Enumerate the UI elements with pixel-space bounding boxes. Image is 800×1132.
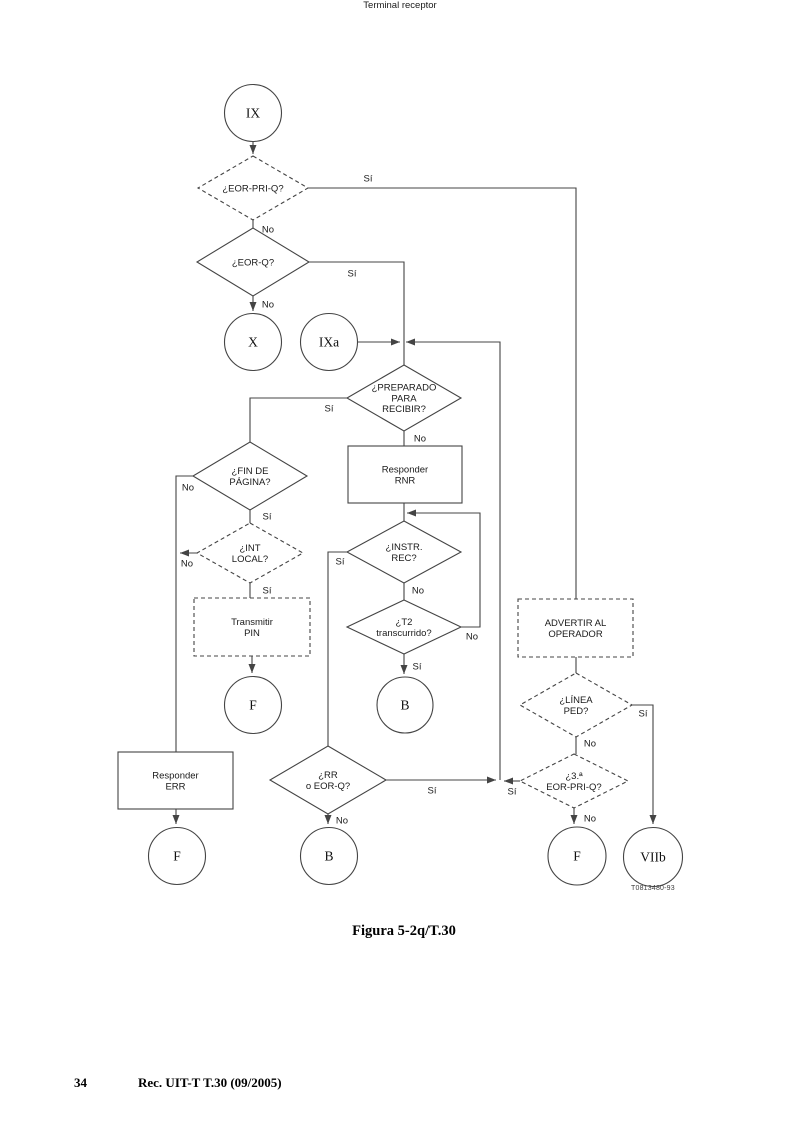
footer-page-number: 34 — [74, 1075, 87, 1090]
node-terminal-f-final-label: F — [573, 848, 581, 864]
node-terminal-viib — [624, 828, 683, 887]
edge-label-eor-pri-q-si: Sí — [363, 173, 373, 185]
edge-label-preparado-no: No — [413, 433, 427, 445]
node-terminal-ix-label: IX — [245, 105, 261, 121]
node-int-local-label: ¿INT LOCAL? — [231, 543, 269, 565]
node-preparado-para-recibir — [347, 365, 461, 431]
edge-label-fin-no: No — [181, 482, 195, 494]
node-terminal-f-err — [149, 828, 206, 885]
node-tercera-eor-pri-q — [520, 754, 628, 808]
footer-recommendation: Rec. UIT-T T.30 (09/2005) — [138, 1075, 282, 1090]
node-terminal-x-label: X — [248, 334, 258, 350]
edge-label-t2-no: No — [465, 631, 479, 643]
node-terminal-f-pin — [225, 677, 282, 734]
node-fin-de-pagina-label: ¿FIN DE PÁGINA? — [229, 466, 271, 488]
node-terminal-ixa-label: IXa — [318, 334, 340, 350]
node-rr-o-eor-q — [270, 746, 386, 814]
node-responder-rnr-label: Responder RNR — [381, 464, 429, 487]
edge-label-rr-si: Sí — [427, 785, 437, 797]
node-terminal-f-final — [548, 827, 606, 885]
diagram-title: Terminal receptor — [363, 0, 437, 11]
node-terminal-b-t2-label: B — [400, 697, 410, 713]
node-transmitir-pin — [194, 598, 310, 656]
edge-label-rr-no: No — [335, 815, 349, 827]
edge-linea-ped-si — [632, 705, 653, 824]
node-responder-rnr — [348, 446, 462, 503]
node-linea-ped-label: ¿LÍNEA PED? — [559, 695, 593, 717]
edge-label-int-local-no: No — [180, 558, 194, 570]
edge-instr-si — [328, 552, 347, 746]
node-transmitir-pin-label: Transmitir PIN — [231, 617, 273, 639]
edge-label-instr-si: Sí — [335, 556, 345, 568]
node-eor-pri-q — [198, 156, 308, 220]
node-terminal-f-pin-label: F — [249, 697, 257, 713]
node-preparado-para-recibir-label: ¿PREPARADO PARA RECIBIR? — [371, 382, 437, 416]
edge-label-t2-si: Sí — [412, 661, 422, 673]
edge-label-eor-q-no: No — [261, 299, 275, 311]
edge-label-preparado-si: Sí — [324, 403, 334, 415]
edge-label-eor-q-si: Sí — [347, 268, 357, 280]
edge-label-int-local-si: Sí — [262, 585, 272, 597]
node-terminal-f-err-label: F — [173, 848, 181, 864]
node-terminal-b-rr — [301, 828, 358, 885]
node-terminal-b-t2 — [377, 677, 433, 733]
edge-label-tercera-no: No — [583, 813, 597, 825]
node-terminal-ix — [225, 85, 282, 142]
figure-caption: Figura 5-2q/T.30 — [352, 923, 456, 939]
node-terminal-ixa — [301, 314, 358, 371]
edge-label-tercera-si: Sí — [507, 786, 517, 798]
edge-label-linea-ped-no: No — [583, 738, 597, 750]
node-eor-q — [197, 228, 309, 296]
figure-id-label: T0813480-93 — [631, 885, 675, 892]
node-terminal-viib-label: VIIb — [640, 849, 666, 865]
node-t2-transcurrido — [347, 600, 461, 654]
node-terminal-b-rr-label: B — [324, 848, 334, 864]
node-instr-rec — [347, 521, 461, 583]
node-responder-err — [118, 752, 233, 809]
node-eor-q-label: ¿EOR-Q? — [231, 257, 275, 269]
node-responder-err-label: Responder ERR — [152, 770, 199, 793]
node-int-local — [197, 523, 303, 583]
node-instr-rec-label: ¿INSTR. REC? — [385, 542, 423, 564]
node-linea-ped — [520, 673, 632, 737]
node-rr-o-eor-q-label: ¿RR o EOR-Q? — [305, 770, 351, 792]
edge-label-instr-no: No — [411, 585, 425, 597]
node-advertir-al-operador — [518, 599, 633, 657]
node-t2-transcurrido-label: ¿T2 transcurrido? — [376, 617, 432, 639]
node-terminal-x — [225, 314, 282, 371]
node-advertir-al-operador-label: ADVERTIR AL OPERADOR — [544, 618, 607, 640]
node-fin-de-pagina — [193, 442, 307, 510]
edge-label-fin-si: Sí — [262, 511, 272, 523]
node-tercera-eor-pri-q-label: ¿3.ª EOR-PRI-Q? — [546, 771, 602, 793]
edge-label-linea-ped-si: Sí — [638, 708, 648, 720]
edge-fin-no — [176, 476, 193, 752]
node-eor-pri-q-label: ¿EOR-PRI-Q? — [222, 183, 284, 195]
edge-label-eor-pri-q-no: No — [261, 224, 275, 236]
